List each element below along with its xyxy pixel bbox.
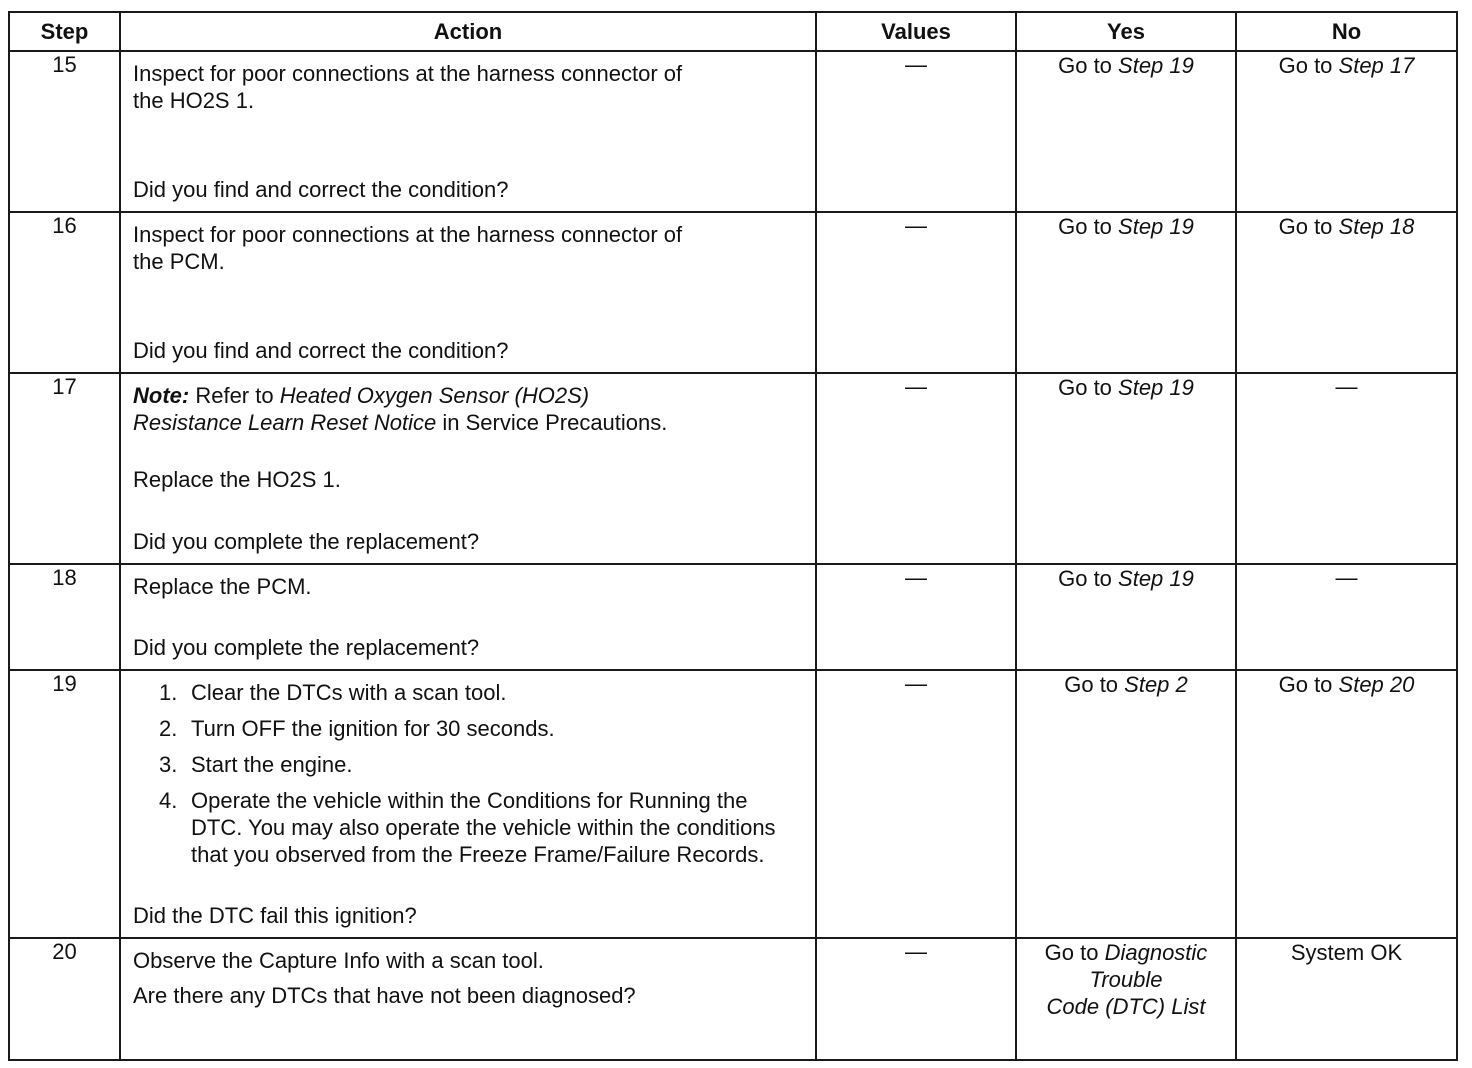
action-question: Did the DTC fail this ignition? <box>133 903 417 928</box>
table-row-step-16 <box>9 212 1457 373</box>
values-cell <box>816 212 1016 373</box>
values-dash: — <box>905 374 927 399</box>
header-step: Step <box>9 12 120 51</box>
step-number: 19 <box>9 670 120 938</box>
action-cell <box>120 670 816 938</box>
yes-prefix: Go to <box>1064 672 1125 697</box>
yes-line <box>1017 966 1235 993</box>
no-cell <box>1236 670 1457 938</box>
yes-step-link[interactable]: Step 19 <box>1118 566 1194 591</box>
yes-cell <box>1016 373 1236 564</box>
no-prefix: Go to <box>1278 53 1339 78</box>
yes-step-link[interactable]: Step 19 <box>1118 214 1194 239</box>
action-question: Did you complete the replacement? <box>133 635 480 660</box>
no-step-link[interactable]: Step 17 <box>1338 53 1415 78</box>
list-item-number: 1. <box>159 680 178 705</box>
step-number: 18 <box>9 564 120 670</box>
note-label: Note: <box>133 383 190 408</box>
header-values: Values <box>816 12 1016 51</box>
yes-cell <box>1016 670 1236 938</box>
values-cell <box>816 373 1016 564</box>
note-reference-link[interactable]: Resistance Learn Reset Notice <box>133 410 437 435</box>
list-item <box>159 751 801 778</box>
table-row-step-18 <box>9 564 1457 670</box>
action-question: Are there any DTCs that have not been diagnosed? <box>133 983 636 1008</box>
no-step-link[interactable]: Step 18 <box>1338 214 1415 239</box>
header-action: Action <box>120 12 816 51</box>
values-dash: — <box>905 213 927 238</box>
yes-cell <box>1016 938 1236 1060</box>
list-item <box>159 679 801 706</box>
procedure-list <box>133 679 801 877</box>
action-question: Did you complete the replacement? <box>133 529 480 554</box>
table-row-step-15 <box>9 51 1457 212</box>
list-item <box>159 715 801 742</box>
yes-cell <box>1016 564 1236 670</box>
diagnostic-procedure-table <box>8 11 1458 1061</box>
system-ok-text: System OK <box>1290 940 1403 965</box>
yes-prefix: Go to <box>1058 53 1119 78</box>
list-item-number: 4. <box>159 788 178 813</box>
list-item <box>159 787 801 868</box>
note-paragraph-cont <box>133 409 801 436</box>
list-item-text: Start the engine. <box>191 752 353 777</box>
no-dash: — <box>1335 565 1358 590</box>
table-row-step-19 <box>9 670 1457 938</box>
yes-step-link[interactable]: Step 19 <box>1118 53 1194 78</box>
action-instruction: Observe the Capture Info with a scan tool. <box>133 948 544 973</box>
step-number: 16 <box>9 212 120 373</box>
values-cell <box>816 564 1016 670</box>
values-dash: — <box>905 52 927 77</box>
values-dash: — <box>905 939 927 964</box>
table-row-step-20 <box>9 938 1457 1060</box>
action-text: the PCM. <box>133 249 225 274</box>
no-cell <box>1236 373 1457 564</box>
list-item-number: 3. <box>159 752 178 777</box>
list-item-text: Turn OFF the ignition for 30 seconds. <box>191 716 555 741</box>
action-cell <box>120 564 816 670</box>
action-question: Did you find and correct the condition? <box>133 177 509 202</box>
action-cell <box>120 938 816 1060</box>
yes-line <box>1017 939 1235 966</box>
yes-prefix: Go to <box>1058 375 1119 400</box>
values-cell <box>816 938 1016 1060</box>
no-cell <box>1236 564 1457 670</box>
yes-prefix: Go to <box>1058 566 1119 591</box>
action-text: Inspect for poor connections at the harness connector of <box>133 61 683 86</box>
values-cell <box>816 670 1016 938</box>
list-item-number: 2. <box>159 716 178 741</box>
action-question: Did you find and correct the condition? <box>133 338 509 363</box>
yes-step-link[interactable]: Step 2 <box>1124 672 1188 697</box>
step-number: 17 <box>9 373 120 564</box>
note-reference-link[interactable]: Heated Oxygen Sensor (HO2S) <box>279 383 590 408</box>
action-cell <box>120 212 816 373</box>
no-dash: — <box>1335 374 1358 399</box>
note-text: Refer to <box>189 383 280 408</box>
note-paragraph <box>133 382 801 409</box>
no-prefix: Go to <box>1278 214 1339 239</box>
diagnostic-table-page <box>8 11 1456 1061</box>
dtc-list-link[interactable]: Code (DTC) List <box>1046 994 1206 1019</box>
action-text: Inspect for poor connections at the harness connector of <box>133 222 683 247</box>
yes-cell <box>1016 51 1236 212</box>
yes-prefix: Go to <box>1044 940 1105 965</box>
step-number: 15 <box>9 51 120 212</box>
values-dash: — <box>905 671 927 696</box>
table-row-step-17 <box>9 373 1457 564</box>
dtc-list-link[interactable]: Diagnostic <box>1104 940 1208 965</box>
values-cell <box>816 51 1016 212</box>
header-no: No <box>1236 12 1457 51</box>
no-cell <box>1236 51 1457 212</box>
note-text: in Service Precautions. <box>436 410 668 435</box>
no-cell <box>1236 938 1457 1060</box>
header-row <box>9 12 1457 51</box>
step-number: 20 <box>9 938 120 1060</box>
list-item-text: Operate the vehicle within the Conditions for Running the DTC. You may also operate the vehicle within the conditions that you observed from the Freeze Frame/Failure Records. <box>191 788 776 867</box>
no-prefix: Go to <box>1278 672 1339 697</box>
action-text: the HO2S 1. <box>133 88 255 113</box>
action-instruction: Replace the HO2S 1. <box>133 467 341 492</box>
header-yes: Yes <box>1016 12 1236 51</box>
dtc-list-link[interactable]: Trouble <box>1089 967 1163 992</box>
action-cell <box>120 51 816 212</box>
no-step-link[interactable]: Step 20 <box>1338 672 1415 697</box>
yes-step-link[interactable]: Step 19 <box>1118 375 1194 400</box>
no-cell <box>1236 212 1457 373</box>
values-dash: — <box>905 565 927 590</box>
yes-cell <box>1016 212 1236 373</box>
list-item-text: Clear the DTCs with a scan tool. <box>191 680 507 705</box>
yes-line <box>1017 993 1235 1020</box>
yes-prefix: Go to <box>1058 214 1119 239</box>
action-instruction: Replace the PCM. <box>133 574 312 599</box>
action-cell <box>120 373 816 564</box>
